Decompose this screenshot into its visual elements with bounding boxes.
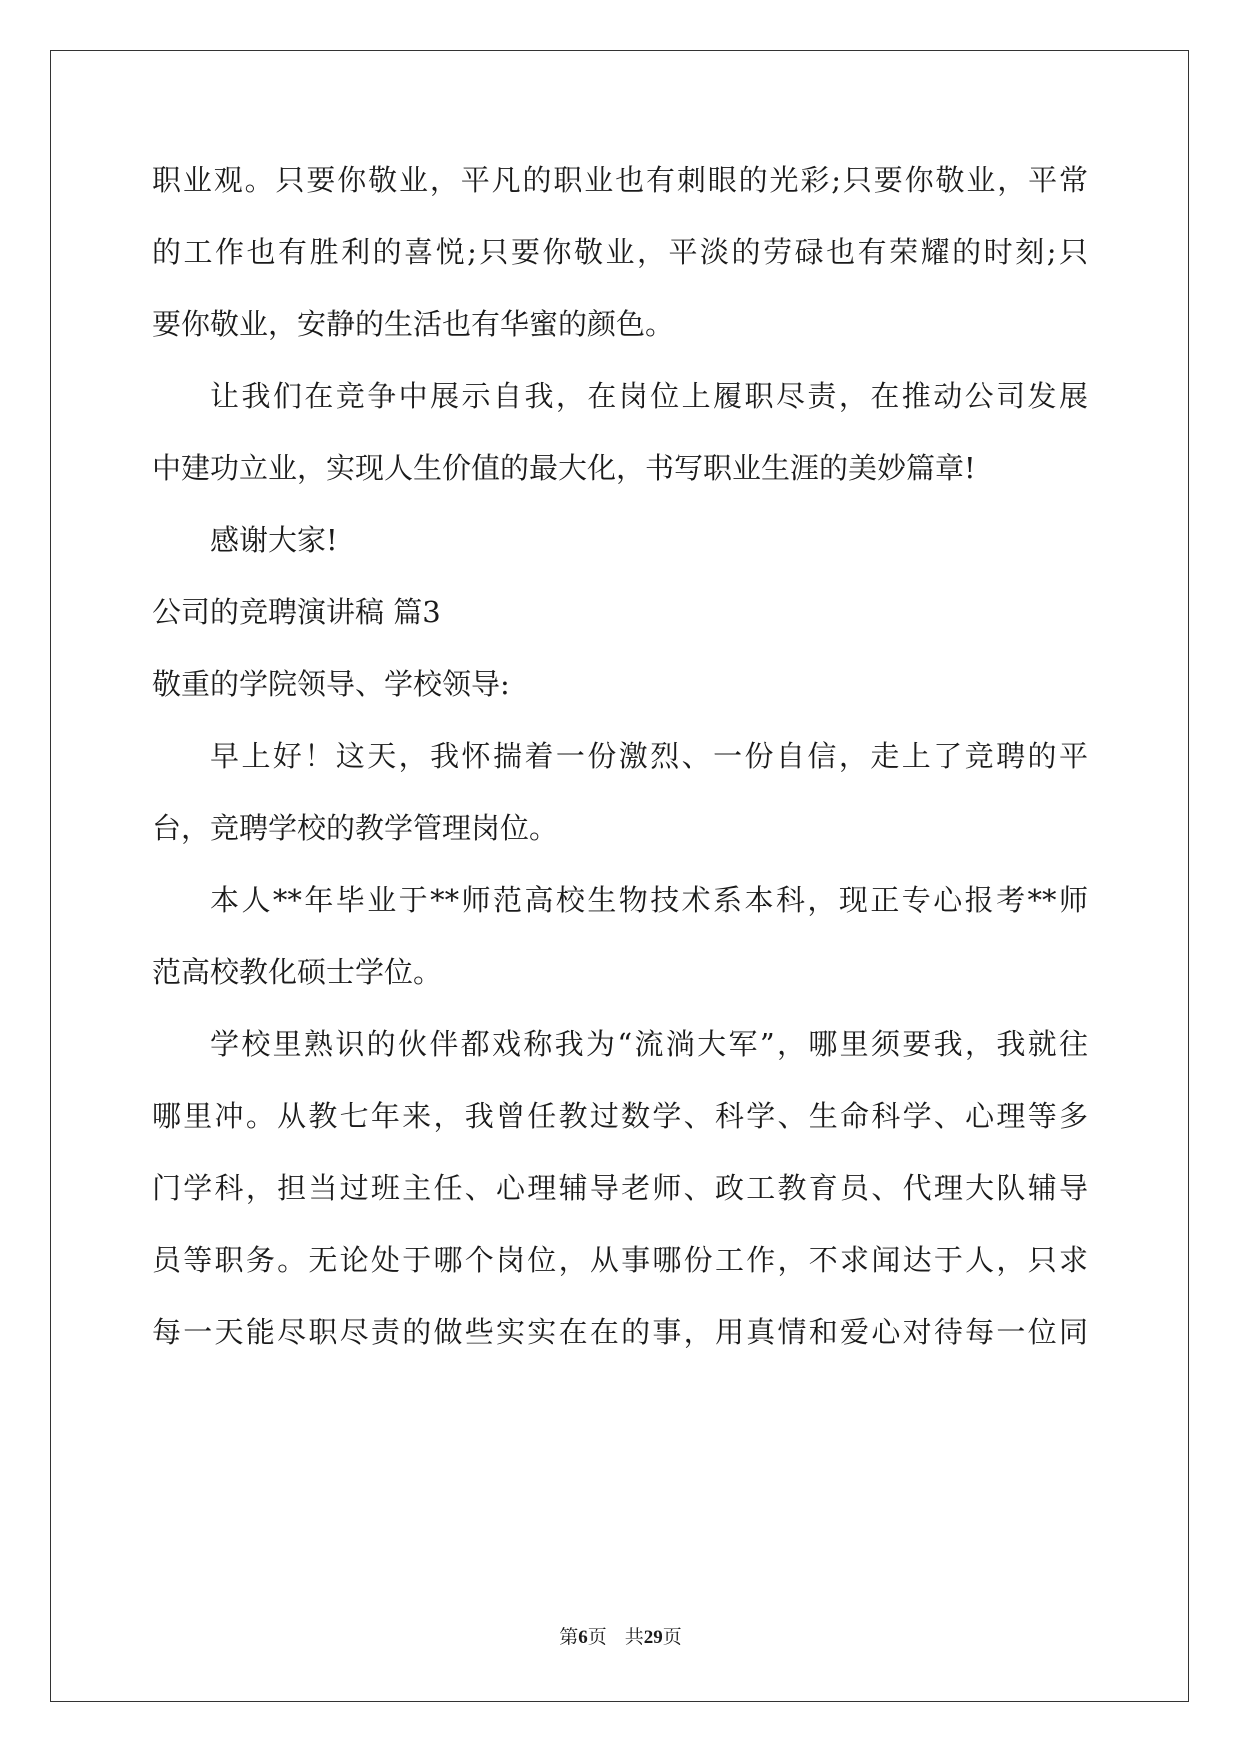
paragraph-first-line: 学校里熟识的伙伴都戏称我为“流淌大军”，哪里须要我，我就往: [210, 1027, 1088, 1061]
text-line: 门学科，担当过班主任、心理辅导老师、政工教育员、代理大队辅导: [152, 1171, 1088, 1205]
text-line: 每一天能尽职尽责的做些实实在在的事，用真情和爱心对待每一位同: [152, 1315, 1088, 1349]
footer-page-prefix: 第: [559, 1626, 579, 1648]
section-heading: 公司的竞聘演讲稿 篇3: [152, 595, 441, 629]
footer-total-prefix: 共: [624, 1626, 644, 1648]
footer-total-pages: 29: [643, 1627, 663, 1648]
paragraph-first-line: 早上好！这天，我怀揣着一份激烈、一份自信，走上了竞聘的平: [210, 739, 1088, 773]
text-line: 哪里冲。从教七年来，我曾任教过数学、科学、生命科学、心理等多: [152, 1099, 1088, 1133]
text-line: 中建功立业，实现人生价值的最大化，书写职业生涯的美妙篇章!: [152, 451, 976, 485]
page-footer: [0, 1624, 1241, 1651]
text-line: 员等职务。无论处于哪个岗位，从事哪份工作，不求闻达于人，只求: [152, 1243, 1088, 1277]
footer-total-suffix: 页: [662, 1626, 682, 1648]
salutation: 敬重的学院领导、学校领导:: [152, 667, 510, 701]
text-line: 的工作也有胜利的喜悦;只要你敬业，平淡的劳碌也有荣耀的时刻;只: [152, 235, 1088, 269]
footer-page-suffix: 页: [587, 1626, 607, 1648]
text-line: 范高校教化硕士学位。: [152, 955, 443, 989]
closing-line: 感谢大家!: [210, 523, 338, 557]
text-line: 要你敬业，安静的生活也有华蜜的颜色。: [152, 307, 675, 341]
text-line: 台，竞聘学校的教学管理岗位。: [152, 811, 559, 845]
paragraph-first-line: 本人**年毕业于**师范高校生物技术系本科，现正专心报考**师: [210, 883, 1088, 917]
footer-page-number: 6: [578, 1627, 588, 1648]
paragraph-first-line: 让我们在竞争中展示自我，在岗位上履职尽责，在推动公司发展: [210, 379, 1088, 413]
page-border: [50, 50, 1189, 1702]
text-line: 职业观。只要你敬业，平凡的职业也有刺眼的光彩;只要你敬业，平常: [152, 163, 1088, 197]
